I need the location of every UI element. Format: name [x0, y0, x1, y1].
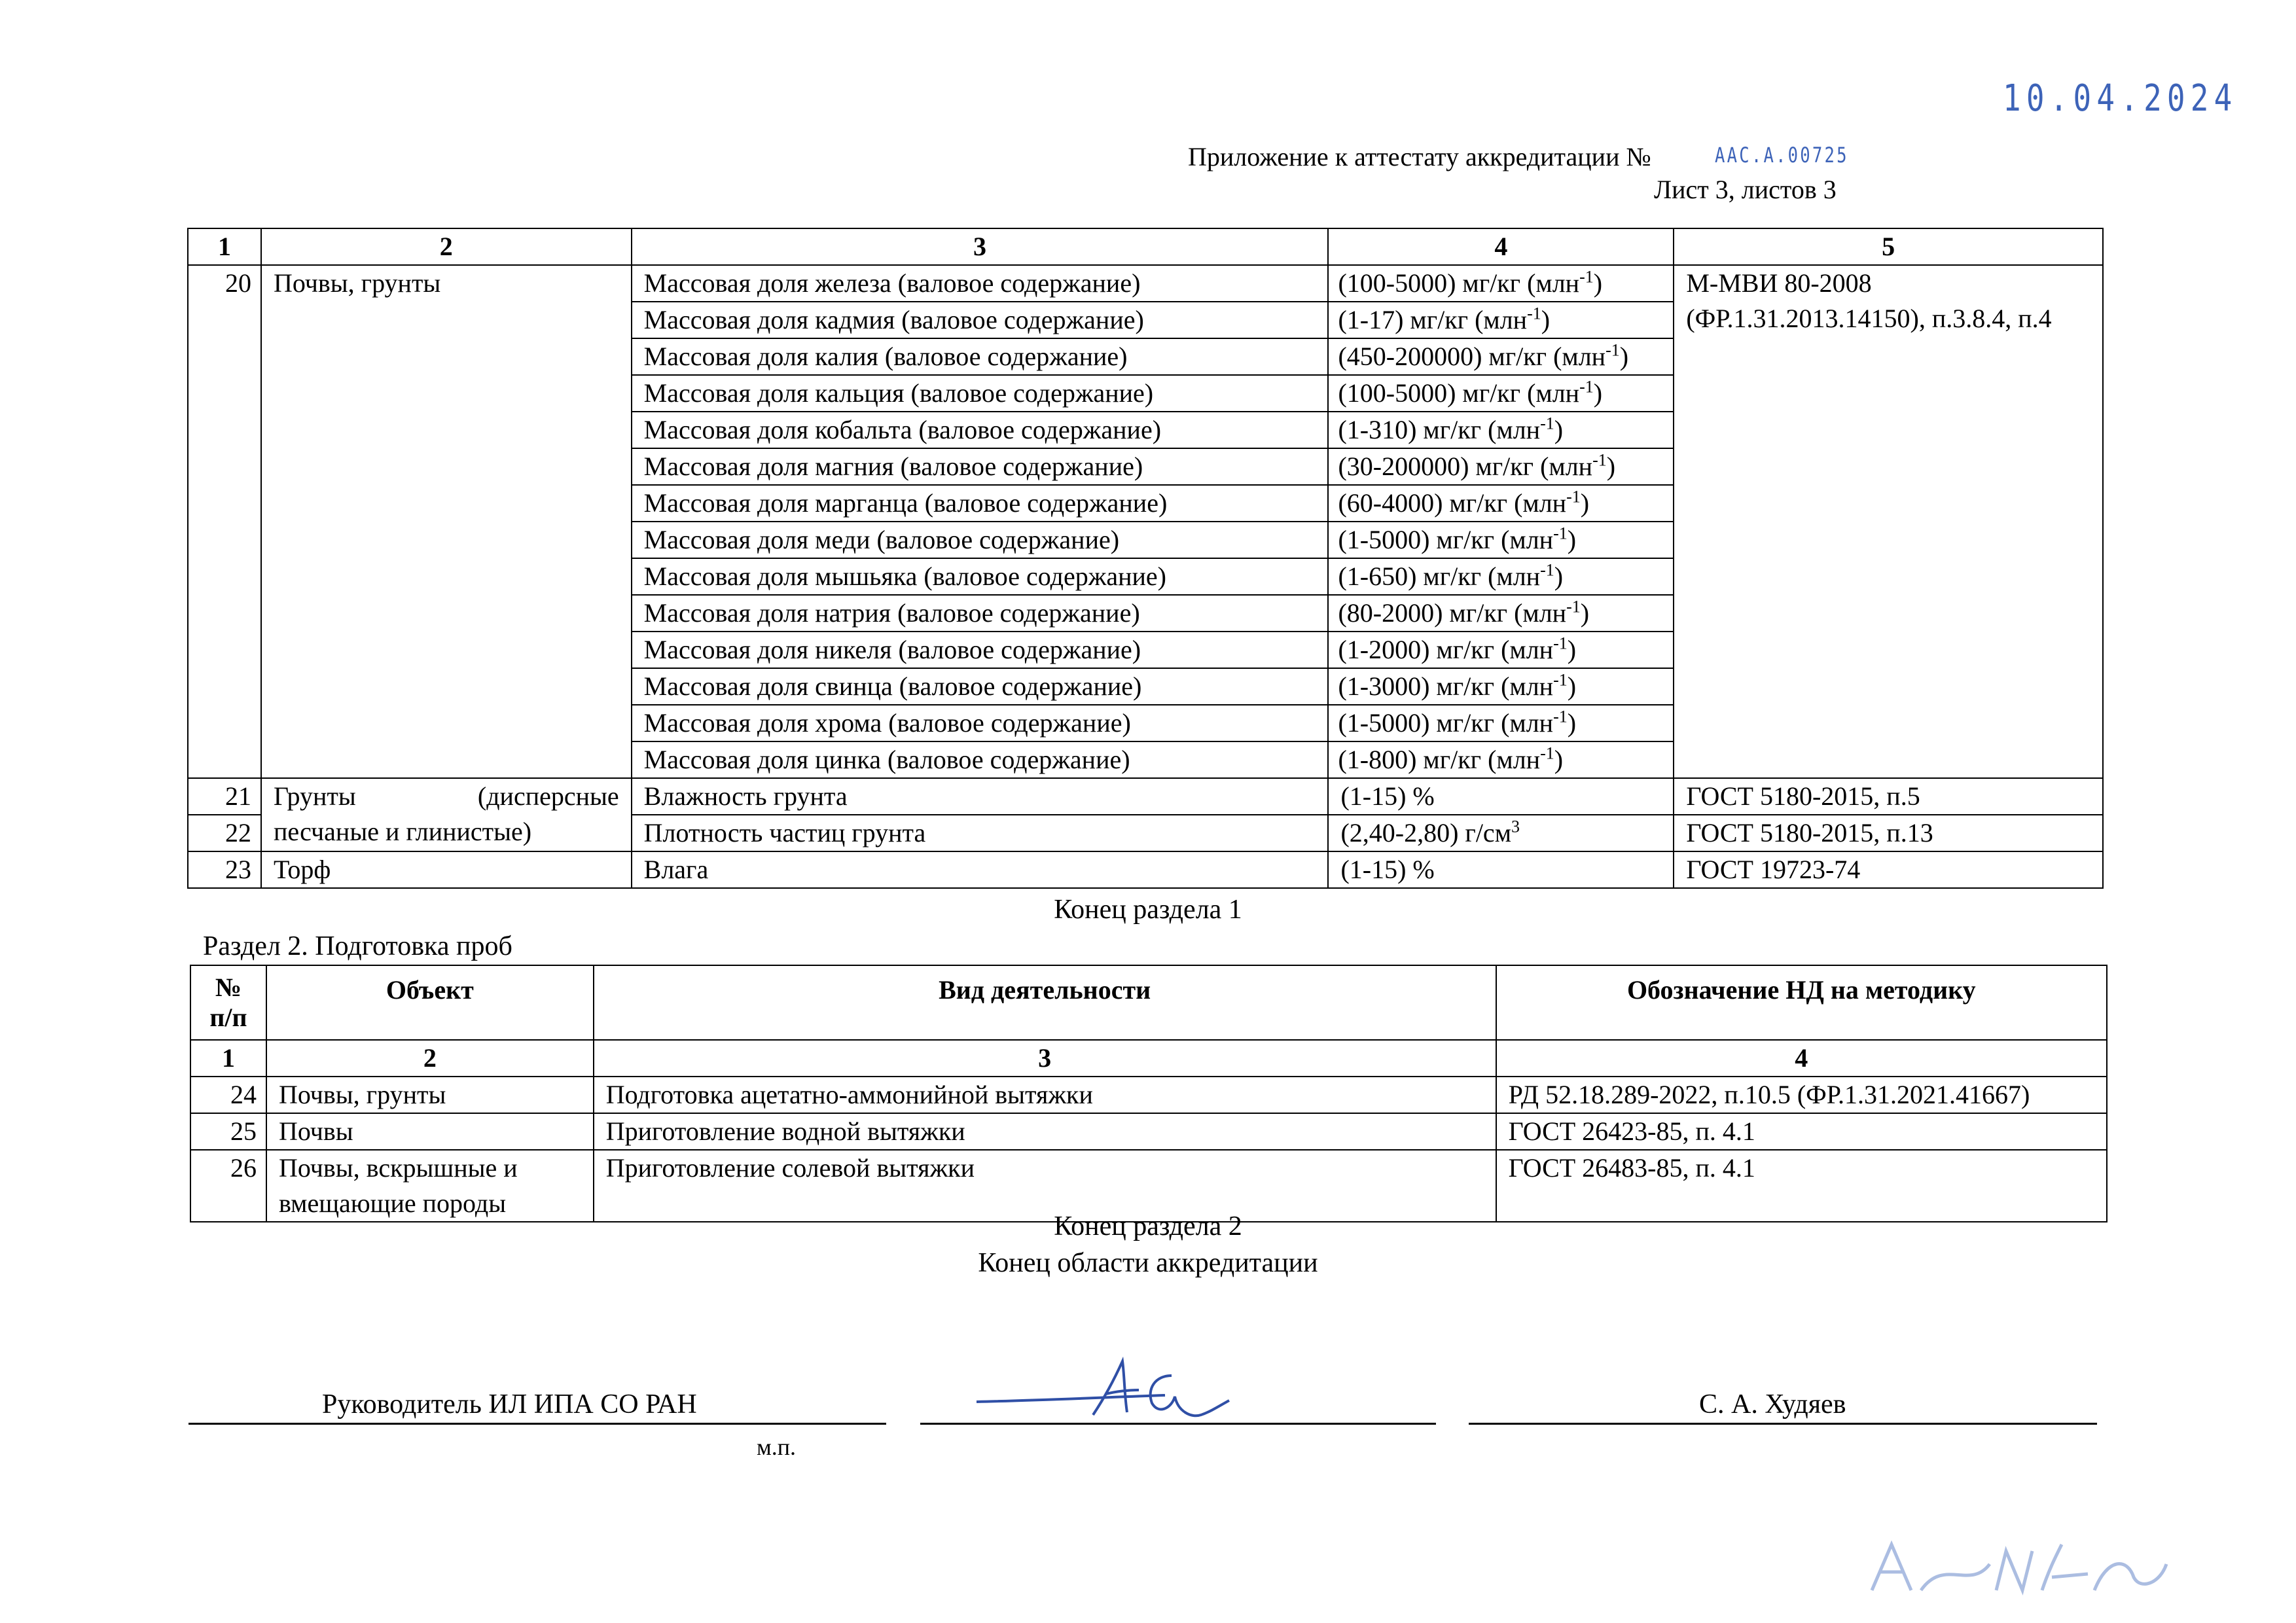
range-close: )	[1606, 452, 1616, 481]
colnum-3: 3	[594, 1040, 1496, 1077]
position-line	[188, 1423, 886, 1425]
row-number: 26	[190, 1150, 266, 1222]
col-header-4: 4	[1328, 228, 1674, 265]
end-section-1: Конец раздела 1	[1054, 895, 1242, 925]
table-row	[188, 778, 2103, 815]
row-number: 23	[188, 851, 261, 888]
colnum-2: 2	[266, 1040, 594, 1077]
range-cell	[1328, 448, 1674, 485]
object-line-2: вмещающие породы	[278, 1188, 507, 1218]
param-cell: Массовая доля меди (валовое содержание)	[632, 522, 1329, 558]
range-text: (1-3000) мг/кг (млн	[1338, 671, 1554, 701]
range-cell: (1-15) %	[1328, 851, 1674, 888]
range-cell	[1328, 705, 1674, 741]
param-cell: Влага	[632, 851, 1329, 888]
sheet-label: Лист 3, листов 3	[1654, 175, 1837, 204]
row-number: 22	[188, 815, 261, 851]
range-superscript: -1	[1553, 707, 1568, 726]
range-close: )	[1541, 305, 1551, 334]
range-close: )	[1554, 562, 1564, 591]
object-cell	[261, 778, 632, 851]
table-row	[190, 1113, 2107, 1150]
range-text: (100-5000) мг/кг (млн	[1338, 378, 1580, 408]
table-row	[188, 851, 2103, 888]
param-cell: Массовая доля мышьяка (валовое содержание)	[632, 558, 1329, 595]
range-text: (1-800) мг/кг (млн	[1338, 745, 1541, 774]
range-close: )	[1567, 671, 1577, 701]
param-cell: Массовая доля железа (валовое содержание)	[632, 265, 1329, 302]
object-cell: Почвы	[266, 1113, 594, 1150]
range-superscript: -1	[1592, 450, 1607, 470]
table2-header-row	[190, 965, 2107, 1040]
range-cell	[1328, 412, 1674, 448]
col-header-1: 1	[188, 228, 261, 265]
range-text: (1-5000) мг/кг (млн	[1338, 708, 1554, 738]
param-cell: Плотность частиц грунта	[632, 815, 1329, 851]
param-cell: Массовая доля натрия (валовое содержание)	[632, 595, 1329, 632]
object-cell: Торф	[261, 851, 632, 888]
param-cell: Массовая доля калия (валовое содержание)	[632, 338, 1329, 375]
range-close: )	[1554, 415, 1564, 444]
header-num-line2: п/п	[209, 1003, 247, 1032]
range-text: (1-5000) мг/кг (млн	[1338, 525, 1554, 554]
range-close: )	[1567, 635, 1577, 664]
col-header-3: 3	[632, 228, 1329, 265]
range-cell: (1-15) %	[1328, 778, 1674, 815]
range-superscript: -1	[1605, 340, 1620, 360]
range-cell	[1328, 302, 1674, 338]
param-cell: Массовая доля кобальта (валовое содержание)	[632, 412, 1329, 448]
range-text: (2,40-2,80) г/см	[1340, 818, 1511, 847]
colnum-1: 1	[190, 1040, 266, 1077]
param-cell: Массовая доля кадмия (валовое содержание)	[632, 302, 1329, 338]
table-row	[188, 265, 2103, 302]
range-close: )	[1567, 708, 1577, 738]
accreditation-number-stamp: ААС.А.00725	[1715, 143, 1849, 168]
col-header-2: 2	[261, 228, 632, 265]
range-cell	[1328, 668, 1674, 705]
range-close: )	[1619, 342, 1629, 371]
table-row	[190, 1077, 2107, 1113]
range-superscript: -1	[1579, 377, 1594, 397]
param-cell: Массовая доля марганца (валовое содержание)	[632, 485, 1329, 522]
name-line	[1469, 1423, 2097, 1425]
method-cell	[1674, 265, 2103, 778]
signature-mark	[975, 1349, 1250, 1435]
range-close: )	[1593, 378, 1603, 408]
range-superscript: -1	[1566, 487, 1581, 507]
table2-colnum-row	[190, 1040, 2107, 1077]
method-cell: ГОСТ 5180-2015, п.5	[1674, 778, 2103, 815]
section-2-title: Раздел 2. Подготовка проб	[203, 931, 512, 961]
end-section-2: Конец раздела 2	[1054, 1211, 1242, 1241]
range-cell	[1328, 265, 1674, 302]
header-activity: Вид деятельности	[594, 965, 1496, 1040]
doc-cell: РД 52.18.289-2022, п.10.5 (ФР.1.31.2021.41667)	[1496, 1077, 2107, 1113]
end-scope: Конец области аккредитации	[978, 1248, 1318, 1278]
range-superscript: -1	[1540, 414, 1554, 433]
scope-table	[187, 228, 2104, 889]
range-text: (30-200000) мг/кг (млн	[1338, 452, 1593, 481]
range-text: (1-17) мг/кг (млн	[1338, 305, 1528, 334]
param-cell: Массовая доля никеля (валовое содержание)	[632, 632, 1329, 668]
param-cell: Массовая доля магния (валовое содержание)	[632, 448, 1329, 485]
range-cell	[1328, 741, 1674, 778]
date-stamp: 10.04.2024	[2003, 77, 2238, 120]
range-cell	[1328, 485, 1674, 522]
range-close: )	[1580, 488, 1590, 518]
header-num-line1: №	[215, 972, 242, 1002]
method-line-2: (ФР.1.31.2013.14150), п.3.8.4, п.4	[1686, 304, 2052, 333]
method-cell: ГОСТ 5180-2015, п.13	[1674, 815, 2103, 851]
object-word-2: (дисперсные	[477, 781, 619, 811]
position-title: Руководитель ИЛ ИПА СО РАН	[322, 1389, 697, 1419]
range-cell	[1328, 338, 1674, 375]
range-cell	[1328, 595, 1674, 632]
range-superscript: -1	[1553, 633, 1568, 653]
range-text: (1-2000) мг/кг (млн	[1338, 635, 1554, 664]
header-object: Объект	[266, 965, 594, 1040]
row-number: 20	[188, 265, 261, 778]
range-cell	[1328, 522, 1674, 558]
range-superscript: -1	[1527, 304, 1541, 323]
range-superscript: -1	[1579, 267, 1594, 287]
object-line-1: Почвы, вскрышные и	[278, 1153, 518, 1183]
range-text: (1-310) мг/кг (млн	[1338, 415, 1541, 444]
stamp-place-label: м.п.	[757, 1434, 797, 1460]
param-cell: Массовая доля свинца (валовое содержание)	[632, 668, 1329, 705]
param-cell: Влажность грунта	[632, 778, 1329, 815]
range-cell	[1328, 815, 1674, 851]
colnum-4: 4	[1496, 1040, 2107, 1077]
doc-cell: ГОСТ 26423-85, п. 4.1	[1496, 1113, 2107, 1150]
sample-prep-table	[190, 965, 2108, 1222]
row-20-group	[188, 265, 2103, 778]
range-close: )	[1580, 598, 1590, 628]
object-word-1: Грунты	[273, 781, 356, 811]
header-doc: Обозначение НД на методику	[1496, 965, 2107, 1040]
param-cell: Массовая доля хрома (валовое содержание)	[632, 705, 1329, 741]
object-cell: Почвы, грунты	[266, 1077, 594, 1113]
row-number: 21	[188, 778, 261, 815]
row-number: 25	[190, 1113, 266, 1150]
activity-cell: Подготовка ацетатно-аммонийной вытяжки	[594, 1077, 1496, 1113]
range-cell	[1328, 375, 1674, 412]
col-header-5: 5	[1674, 228, 2103, 265]
range-text: (1-650) мг/кг (млн	[1338, 562, 1541, 591]
range-cell	[1328, 558, 1674, 595]
doc-cell: ГОСТ 26483-85, п. 4.1	[1496, 1150, 2107, 1222]
range-superscript: -1	[1553, 524, 1568, 543]
header-num	[190, 965, 266, 1040]
range-cell	[1328, 632, 1674, 668]
range-text: (60-4000) мг/кг (млн	[1338, 488, 1567, 518]
range-superscript: -1	[1553, 670, 1568, 690]
method-cell: ГОСТ 19723-74	[1674, 851, 2103, 888]
param-cell: Массовая доля кальция (валовое содержание)	[632, 375, 1329, 412]
range-superscript: -1	[1566, 597, 1581, 616]
appendix-label: Приложение к аттестату аккредитации №	[1188, 142, 1651, 171]
object-cell: Почвы, грунты	[261, 265, 632, 778]
range-superscript: 3	[1511, 817, 1520, 836]
signature-line	[920, 1423, 1436, 1425]
range-superscript: -1	[1540, 560, 1554, 580]
param-cell: Массовая доля цинка (валовое содержание)	[632, 741, 1329, 778]
range-text: (100-5000) мг/кг (млн	[1338, 268, 1580, 298]
range-text: (450-200000) мг/кг (млн	[1338, 342, 1606, 371]
range-superscript: -1	[1540, 743, 1554, 763]
table-header-row	[188, 228, 2103, 265]
range-close: )	[1567, 525, 1577, 554]
scanner-watermark	[1865, 1531, 2173, 1603]
activity-cell: Приготовление солевой вытяжки	[594, 1150, 1496, 1222]
method-line-1: М-МВИ 80-2008	[1686, 268, 1872, 298]
range-close: )	[1554, 745, 1564, 774]
signatory-name: С. А. Худяев	[1699, 1389, 1846, 1419]
activity-cell: Приготовление водной вытяжки	[594, 1113, 1496, 1150]
object-line-2: песчаные и глинистые)	[273, 817, 532, 846]
range-text: (80-2000) мг/кг (млн	[1338, 598, 1567, 628]
range-close: )	[1593, 268, 1603, 298]
row-number: 24	[190, 1077, 266, 1113]
